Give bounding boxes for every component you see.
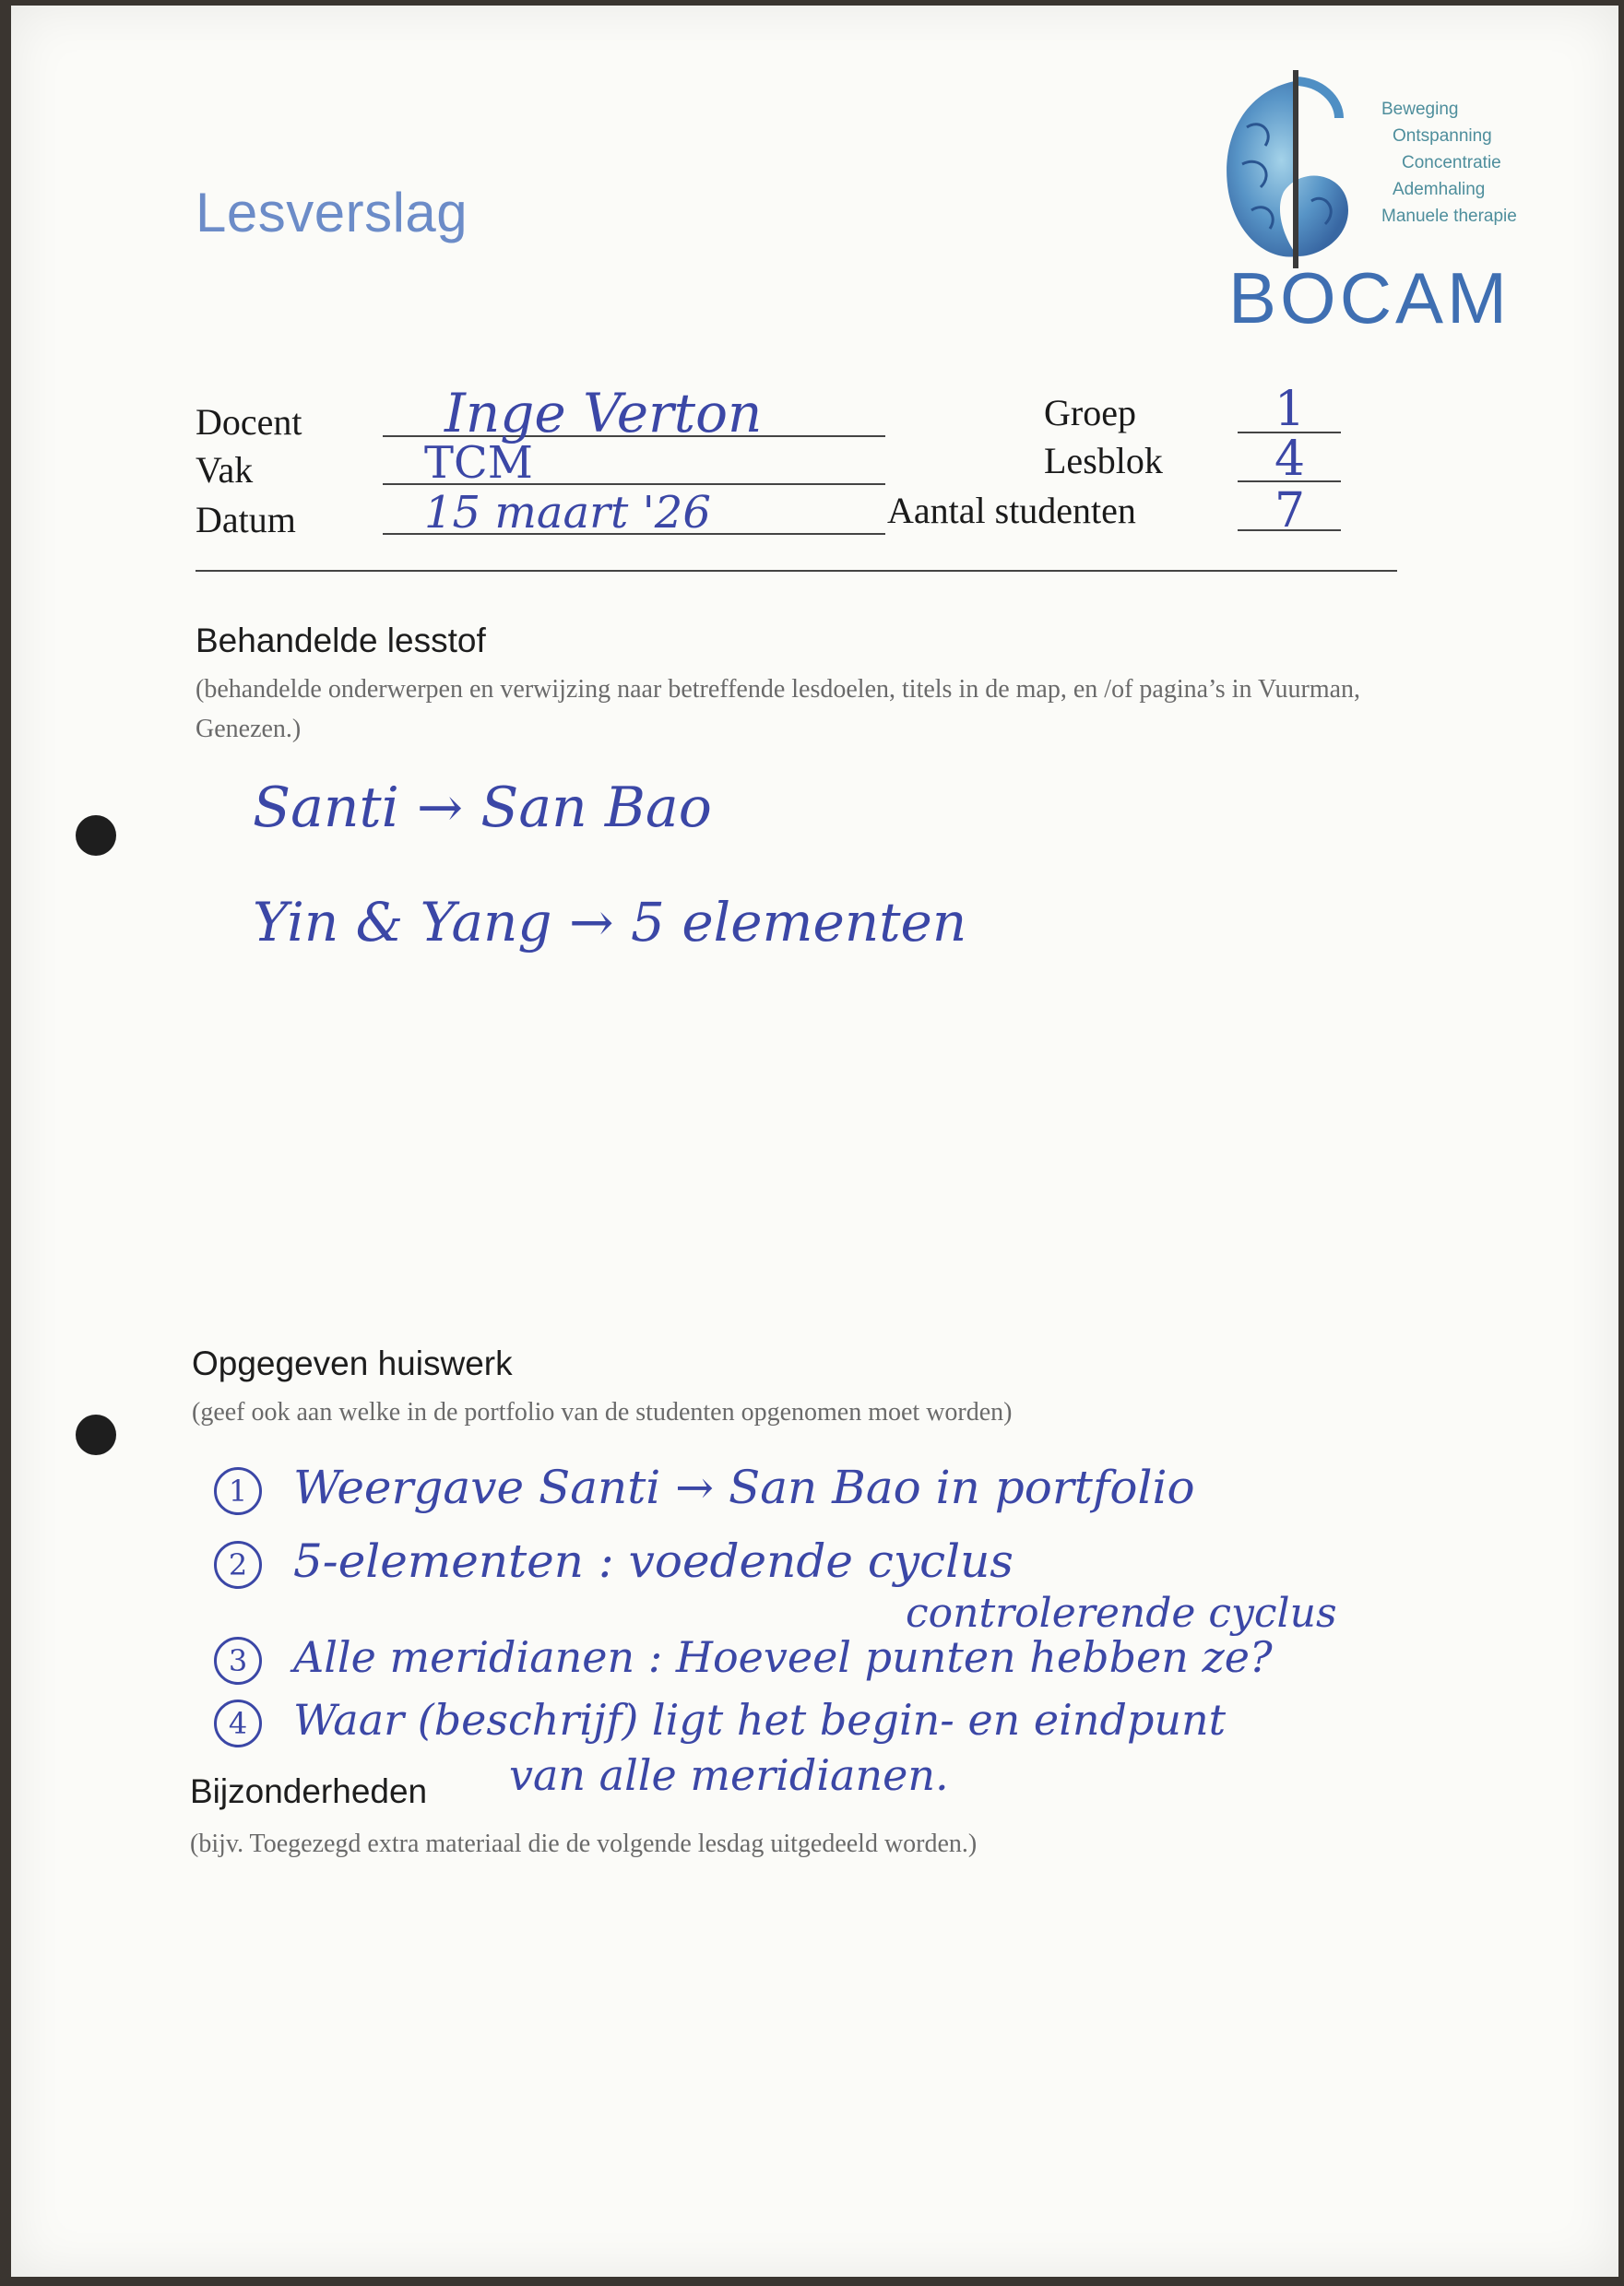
logo-tagline: Concentratie <box>1402 153 1501 172</box>
datum-value: 15 maart '26 <box>424 487 711 539</box>
vak-value: TCM <box>424 437 533 489</box>
logo-tagline: Manuele therapie <box>1381 207 1517 226</box>
aantal-label: Aantal studenten <box>887 490 1136 531</box>
logo-tagline: Ademhaling <box>1393 180 1486 199</box>
page-title: Lesverslag <box>196 182 468 243</box>
groep-value: 1 <box>1274 382 1306 437</box>
punch-hole <box>76 1415 116 1455</box>
item-number: 3 <box>214 1637 262 1685</box>
groep-label: Groep <box>1044 392 1136 433</box>
huiswerk-item <box>214 1695 1226 1747</box>
item-text: Waar (beschrijf) ligt het begin- en eindpunt <box>293 1695 1227 1745</box>
docent-value: Inge Verton <box>445 382 763 444</box>
punch-hole <box>76 815 116 856</box>
lesblok-value: 4 <box>1274 432 1306 487</box>
lesstof-heading: Behandelde lesstof <box>196 622 486 659</box>
huiswerk-item <box>214 1461 1195 1515</box>
item-number: 4 <box>214 1700 262 1747</box>
item-text: Alle meridianen : Hoeveel punten hebben ze? <box>293 1632 1273 1682</box>
lesblok-label: Lesblok <box>1044 440 1163 481</box>
huiswerk-item-continued: van alle meridianen. <box>509 1750 949 1800</box>
bijzonderheden-hint: (bijv. Toegezegd extra materiaal die de volgende lesdag uitgedeeld worden.) <box>190 1830 978 1858</box>
huiswerk-heading: Opgegeven huiswerk <box>192 1344 513 1382</box>
header-divider <box>196 570 1397 572</box>
logo-taglines <box>1381 96 1517 230</box>
lesstof-line: Yin & Yang → 5 elementen <box>253 891 967 953</box>
logo-wordmark: BOCAM <box>1228 257 1511 338</box>
vak-label: Vak <box>196 449 254 491</box>
item-number: 2 <box>214 1541 262 1589</box>
datum-label: Datum <box>196 499 296 540</box>
item-number: 1 <box>214 1467 262 1515</box>
lesstof-line: Santi → San Bao <box>253 776 712 840</box>
lesstof-hint: (behandelde onderwerpen en verwijzing naar betreffende lesdoelen, titels in de map, en /of pagina’s in Vuurman, Genezen.) <box>196 675 1361 744</box>
item-text: Weergave Santi → San Bao in portfolio <box>293 1461 1195 1514</box>
huiswerk-item <box>214 1632 1273 1685</box>
logo-tagline: Beweging <box>1381 100 1459 119</box>
bocam-logo-icon <box>1210 63 1385 275</box>
huiswerk-hint: (geef ook aan welke in de portfolio van de studenten opgenomen moet worden) <box>192 1398 1013 1427</box>
aantal-value: 7 <box>1274 483 1306 539</box>
huiswerk-item <box>214 1534 1014 1589</box>
logo-tagline: Ontspanning <box>1393 126 1492 146</box>
lesson-report-page <box>11 6 1618 2277</box>
item-text: 5-elementen : voedende cyclus <box>293 1534 1014 1588</box>
bijzonderheden-heading: Bijzonderheden <box>190 1772 428 1810</box>
huiswerk-item-continued: controlerende cyclus <box>906 1590 1337 1637</box>
docent-label: Docent <box>196 401 302 443</box>
